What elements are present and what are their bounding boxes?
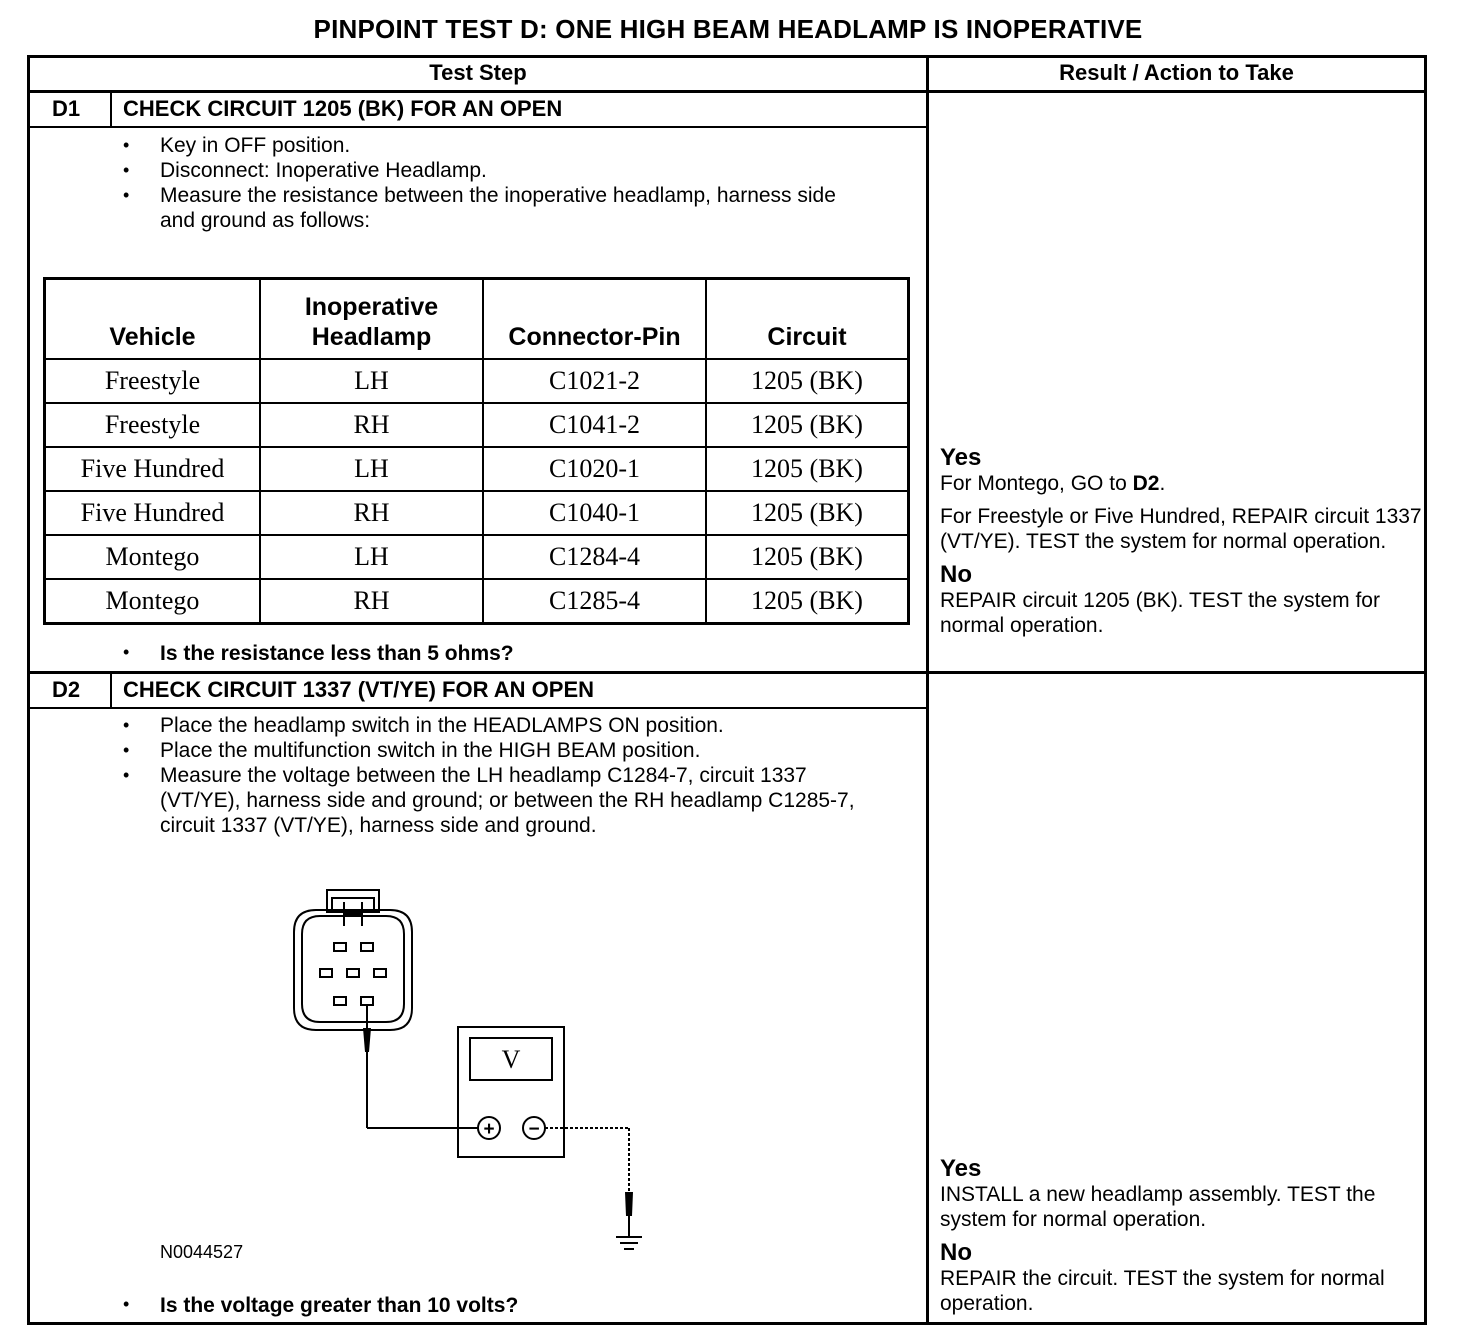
test-step-header: Test Step [429, 60, 527, 85]
column-header-connector-pin: Connector-Pin [483, 279, 706, 360]
cell-circuit: 1205 (BK) [706, 359, 909, 403]
cell-connector-pin: C1285-4 [483, 579, 706, 624]
step-title-d2: CHECK CIRCUIT 1337 (VT/YE) FOR AN OPEN [123, 677, 595, 702]
positive-probe [363, 1028, 371, 1052]
list-item: • Measure the voltage between the LH headlamp C1284-7, circuit 1337 (VT/YE), harness side and ground; or between the RH headlamp C1285-7, circuit 1337 (VT/YE), harness side and ground. [123, 763, 893, 838]
d1-title-divider [27, 126, 928, 128]
d1-question: • Is the resistance less than 5 ohms? [160, 642, 514, 666]
page-title: PINPOINT TEST D: ONE HIGH BEAM HEADLAMP IS INOPERATIVE [313, 14, 1143, 44]
list-item: • Measure the resistance between the inoperative headlamp, harness side and ground as follows: [123, 183, 843, 233]
list-item: • Key in OFF position. [123, 133, 843, 158]
cell-headlamp: RH [260, 579, 483, 624]
d1-yes-line2: For Freestyle or Five Hundred, REPAIR circuit 1337 (VT/YE). TEST the system for normal operation. [940, 505, 1422, 553]
list-item: • Place the headlamp switch in the HEADLAMPS ON position. [123, 713, 893, 738]
d2-no-label: No [940, 1239, 972, 1266]
step-id-d2: D2 [52, 677, 81, 702]
header-divider [27, 90, 1427, 93]
d2-id-divider [110, 672, 112, 708]
d1-yes-step-ref: D2 [1132, 472, 1160, 495]
voltmeter-diagram [280, 880, 700, 1270]
d1-yes-label: Yes [940, 444, 982, 471]
column-divider [926, 55, 929, 1325]
column-header-vehicle: Vehicle [45, 279, 261, 360]
table-row [45, 579, 909, 624]
table-row [45, 491, 909, 535]
ground-probe [625, 1192, 633, 1216]
cell-vehicle: Freestyle [45, 403, 261, 447]
list-item: • Disconnect: Inoperative Headlamp. [123, 158, 843, 183]
headlamp-connector-table [43, 277, 910, 625]
meter-label: V [501, 1045, 521, 1074]
d1-id-divider [110, 91, 112, 127]
cell-vehicle: Five Hundred [45, 491, 261, 535]
table-row [45, 447, 909, 491]
minus-sign: − [528, 1119, 540, 1140]
column-header-headlamp: Inoperative Headlamp [260, 279, 483, 360]
cell-vehicle: Montego [45, 579, 261, 624]
cell-circuit: 1205 (BK) [706, 447, 909, 491]
cell-circuit: 1205 (BK) [706, 535, 909, 579]
d1-result [940, 445, 1422, 638]
step-title-d1: CHECK CIRCUIT 1205 (BK) FOR AN OPEN [123, 96, 563, 121]
result-header: Result / Action to Take [1059, 60, 1294, 85]
d1-no-text: REPAIR circuit 1205 (BK). TEST the system for normal operation. [940, 589, 1380, 637]
d2-question: • Is the voltage greater than 10 volts? [160, 1294, 518, 1318]
cell-headlamp: LH [260, 447, 483, 491]
cell-connector-pin: C1041-2 [483, 403, 706, 447]
d1-yes-line1-text: For Montego, GO to [940, 472, 1133, 495]
table-row [45, 535, 909, 579]
d2-instructions [123, 713, 893, 838]
d2-yes-text: INSTALL a new headlamp assembly. TEST the system for normal operation. [940, 1183, 1376, 1231]
cell-headlamp: RH [260, 403, 483, 447]
cell-headlamp: LH [260, 359, 483, 403]
cell-connector-pin: C1040-1 [483, 491, 706, 535]
cell-connector-pin: C1021-2 [483, 359, 706, 403]
d2-title-divider [27, 707, 928, 709]
cell-circuit: 1205 (BK) [706, 579, 909, 624]
d2-yes-label: Yes [940, 1155, 982, 1182]
cell-headlamp: RH [260, 491, 483, 535]
table-row [45, 359, 909, 403]
plus-sign: + [483, 1119, 495, 1140]
d2-result [940, 1156, 1422, 1316]
cell-circuit: 1205 (BK) [706, 491, 909, 535]
cell-connector-pin: C1020-1 [483, 447, 706, 491]
cell-vehicle: Montego [45, 535, 261, 579]
d1-instructions [123, 133, 843, 233]
d1-no-label: No [940, 561, 972, 588]
cell-connector-pin: C1284-4 [483, 535, 706, 579]
cell-vehicle: Freestyle [45, 359, 261, 403]
step-divider [27, 671, 1427, 674]
d2-no-text: REPAIR the circuit. TEST the system for normal operation. [940, 1267, 1385, 1315]
figure-id: N0044527 [160, 1242, 244, 1262]
column-header-circuit: Circuit [706, 279, 909, 360]
cell-circuit: 1205 (BK) [706, 403, 909, 447]
cell-headlamp: LH [260, 535, 483, 579]
d1-yes-line1-end: . [1159, 472, 1166, 495]
step-id-d1: D1 [52, 96, 81, 121]
d1-yes-line1 [940, 471, 1422, 496]
list-item: • Place the multifunction switch in the HIGH BEAM position. [123, 738, 893, 763]
table-row [45, 403, 909, 447]
cell-vehicle: Five Hundred [45, 447, 261, 491]
